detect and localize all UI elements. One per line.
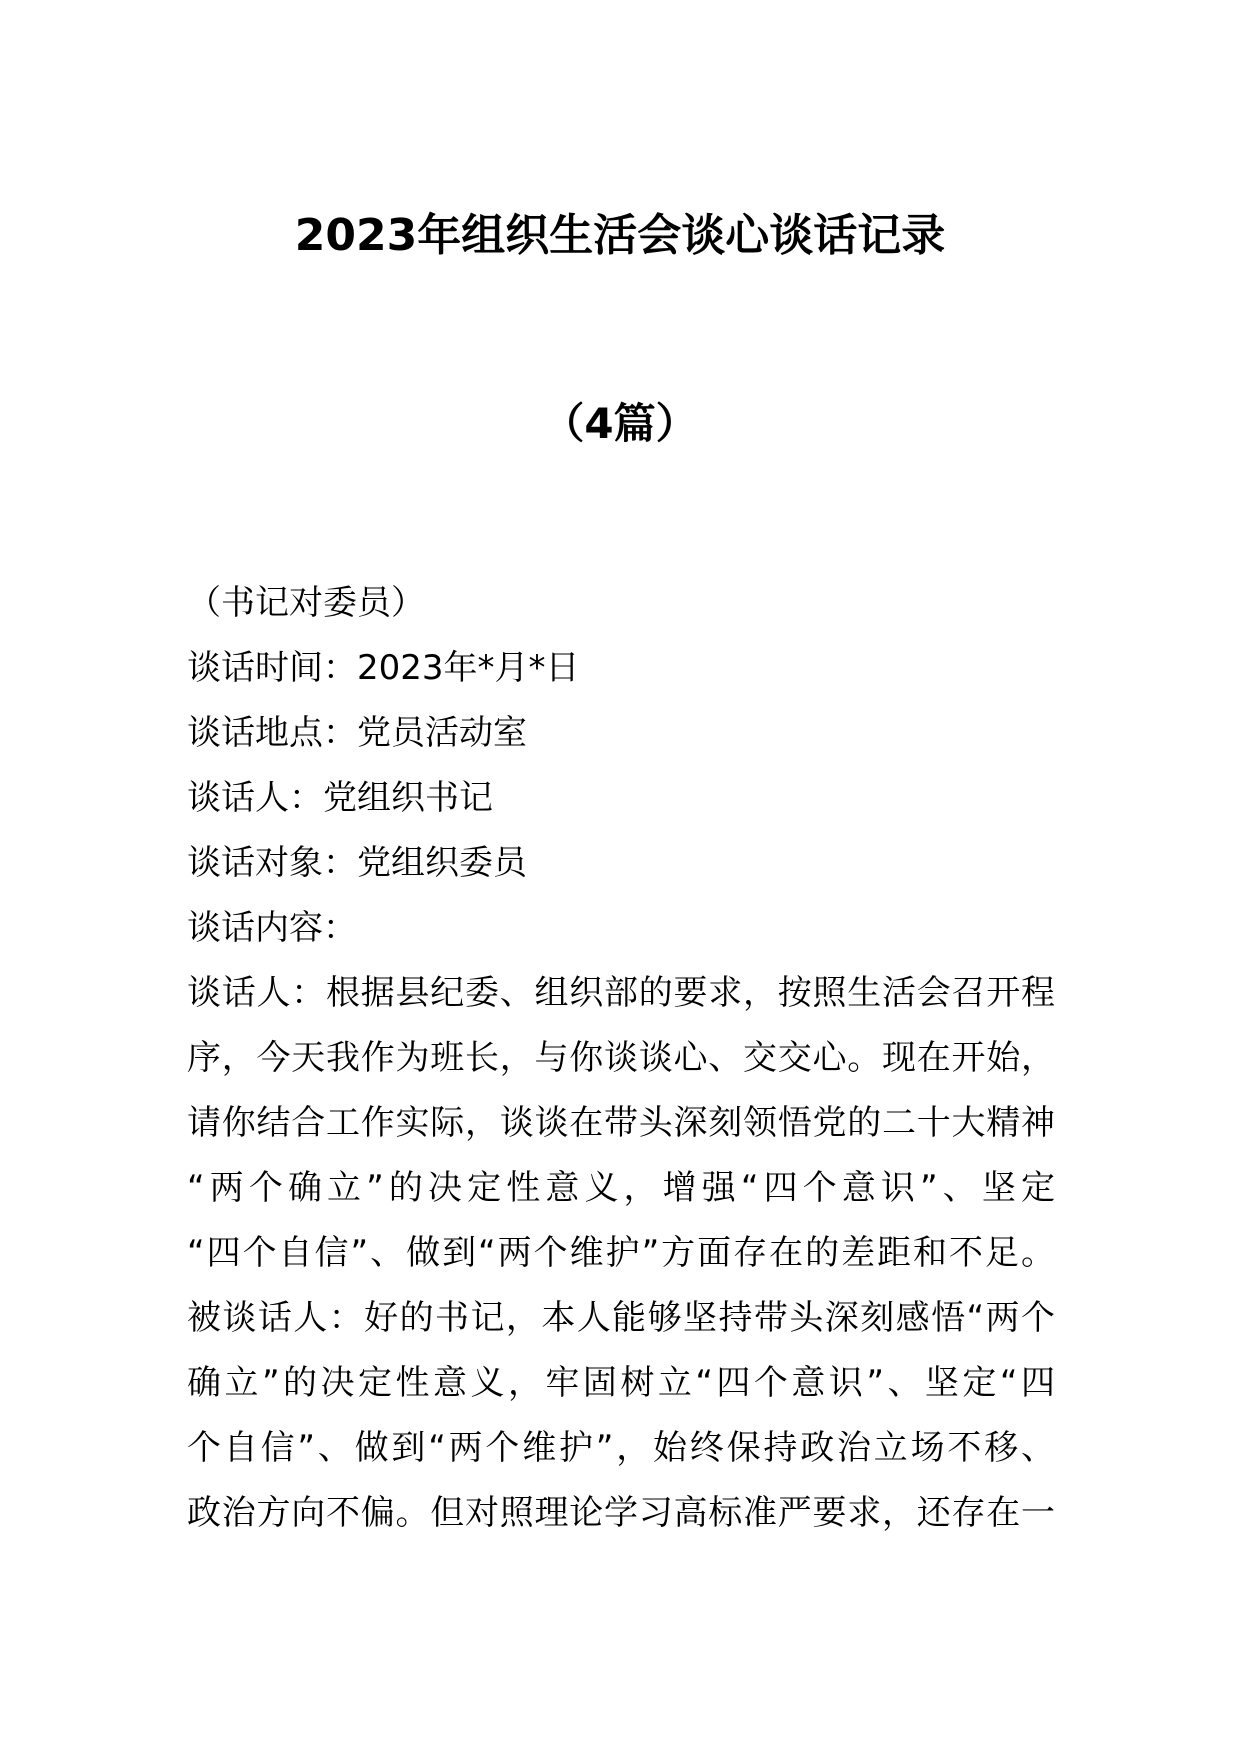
paragraph-2-line: 确立”的决定性意义，牢固树立“四个意识”、坚定“四 [187, 1363, 1055, 1403]
paragraph-2-line: 被谈话人：好的书记，本人能够坚持带头深刻感悟“两个 [187, 1298, 1055, 1338]
paragraph-1-line: 序，今天我作为班长，与你谈谈心、交交心。现在开始， [187, 1038, 1055, 1078]
meta-target: 谈话对象：党组织委员 [187, 843, 527, 883]
paragraph-1-line: 谈话人：根据县纪委、组织部的要求，按照生活会召开程 [187, 973, 1055, 1013]
paragraph-1-line: “四个自信”、做到“两个维护”方面存在的差距和不足。 [187, 1233, 1055, 1273]
paragraph-1-line: “两个确立”的决定性意义，增强“四个意识”、坚定 [187, 1168, 1055, 1208]
meta-time: 谈话时间：2023年*月*日 [187, 648, 580, 688]
section-heading: （书记对委员） [187, 583, 425, 623]
paragraph-2-line: 个自信”、做到“两个维护”，始终保持政治立场不移、 [187, 1428, 1055, 1468]
document-subtitle: （4篇） [542, 399, 698, 448]
meta-content-label: 谈话内容： [187, 908, 357, 948]
document-body [187, 571, 1055, 1546]
meta-place: 谈话地点：党员活动室 [187, 713, 527, 753]
document-title: 2023年组织生活会谈心谈话记录 [294, 210, 946, 261]
paragraph-1-line: 请你结合工作实际，谈谈在带头深刻领悟党的二十大精神 [187, 1103, 1055, 1143]
paragraph-2-line: 政治方向不偏。但对照理论学习高标准严要求，还存在一 [187, 1493, 1055, 1533]
meta-speaker: 谈话人：党组织书记 [187, 778, 493, 818]
